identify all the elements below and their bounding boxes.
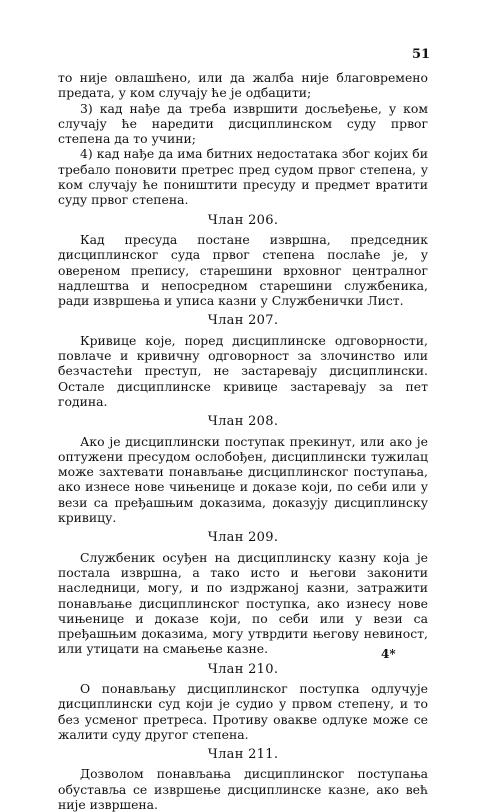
article-206-heading: Члан 206. xyxy=(207,212,279,228)
article-206-text: Кад пресуда постане извршна, председник дисциплинског суда првог степена послаће је, у овереном препису, старешини врховног централног надлештва и непосредном старешини службеника, ради извршења и уписа казни у Службенички Лист. xyxy=(58,231,428,309)
article-211-heading: Члан 211. xyxy=(207,747,279,763)
intro-paragraph-3: 4) кад нађе да има битних недостатака због којих би требало поновити претрес пред судом првог степена, у ком случају ће поништити пресуду и предмет вратити суду првог степена. xyxy=(58,146,428,208)
signature-mark: 4* xyxy=(381,647,396,661)
article-209-heading: Члан 209. xyxy=(207,530,279,546)
article-210-heading: Члан 210. xyxy=(207,661,279,677)
article-211-text: Дозволом понављања дисциплинског поступања обуставља се извршење дисциплинске казне, ако већ није извршена. xyxy=(58,766,428,812)
intro-paragraph-2: 3) кад нађе да треба извршити досљеђење, у ком случају ће наредити дисциплинском суду првог степена да то учини; xyxy=(58,100,428,147)
article-207-text: Кривице које, поред дисциплинске одговорности, повлаче и кривичну одговорност за злочинство или безчастећи преступ, не застаревају дисциплински. Остале дисциплинске кривице застаревају за пет година. xyxy=(58,332,428,409)
page-content xyxy=(58,70,428,812)
article-209-text: Службеник осуђен на дисциплинску казну која је постала извршна, а тако исто и његови законити наследници, могу, и по издржаној казни, затражити понављање дисциплинског поступка, ако изнесу нове чињенице и доказе који, по себи или у вези са пређашњим доказима, могу утврдити његову невиност, или утицати на смањење казне. xyxy=(58,549,428,657)
article-208-heading: Члан 208. xyxy=(207,414,279,430)
intro-paragraph-1: то није овлашћено, или да жалба није благовремено предата, у ком случају ће је одбацити; xyxy=(58,70,428,101)
article-210-text: О понављању дисциплинског поступка одлучује дисциплински суд који је судио у првом степену, и то без усменог претреса. Противу овакве одлуке може се жалити суду другог степена. xyxy=(58,680,428,742)
article-208-text: Ако је дисциплински поступак прекинут, или ако је оптужени пресудом ослобођен, дисциплински тужилац може захтевати понављање дисциплинског поступања, ако изнесе нове чињенице и доказе који, по себи или у вези са пређашњим доказима, доказују дисциплинску кривицу. xyxy=(58,433,428,526)
page-number: 51 xyxy=(412,47,431,62)
article-207-heading: Члан 207. xyxy=(207,313,279,329)
